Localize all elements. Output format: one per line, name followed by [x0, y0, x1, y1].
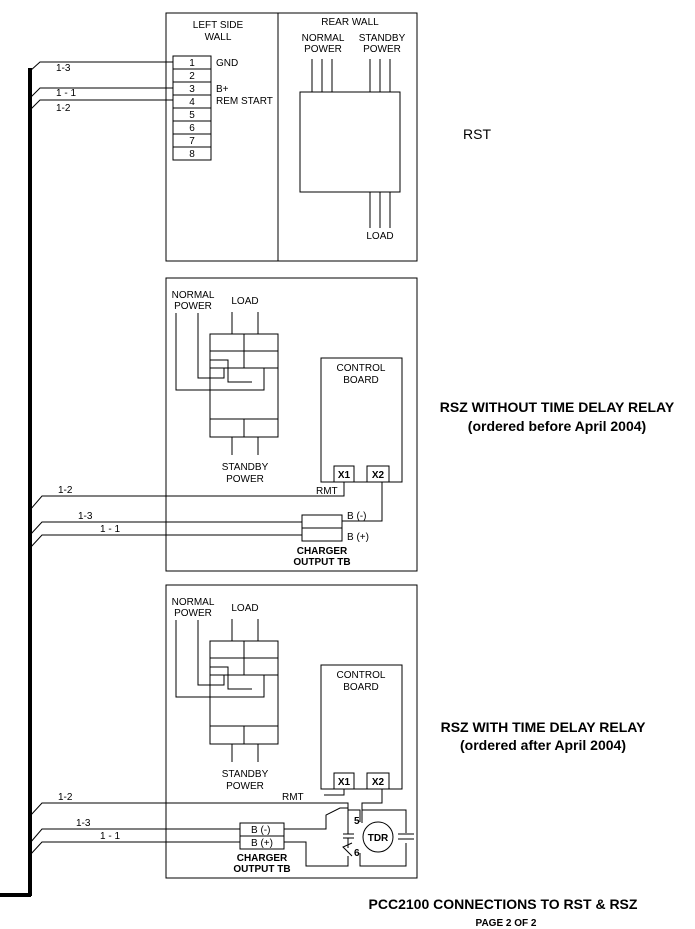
- wire-1-2-label: 1-2: [56, 103, 71, 114]
- rsz1-standby-1: STANDBY: [221, 462, 269, 473]
- rear-standby-2: POWER: [363, 44, 401, 55]
- rsz2-wire-1-3: [30, 829, 240, 843]
- gnd-label: GND: [216, 58, 239, 69]
- rsz2-normal-2: POWER: [174, 608, 212, 619]
- terminal-6: 6: [189, 123, 195, 134]
- left-wall-title-2: WALL: [204, 32, 232, 43]
- terminal-2: 2: [189, 71, 195, 82]
- wire-1-3-label: 1-3: [56, 63, 71, 74]
- rsz2-tdr: TDR: [367, 833, 389, 844]
- rsz1-wire-1-1-label: 1 - 1: [100, 524, 121, 535]
- rsz1-normal-1: NORMAL: [171, 290, 215, 301]
- rem-start-label: REM START: [216, 96, 273, 107]
- rsz2-wire-1-3-label: 1-3: [76, 818, 91, 829]
- rsz1-x1: X1: [337, 470, 351, 481]
- rsz2-load: LOAD: [231, 603, 259, 614]
- footer-page: PAGE 2 OF 2: [475, 918, 537, 929]
- terminal-1: 1: [189, 58, 195, 69]
- wire-1-1-label: 1 - 1: [56, 88, 77, 99]
- terminal-8: 8: [189, 149, 195, 160]
- rsz2-rmt: RMT: [282, 792, 304, 803]
- rear-normal-2: POWER: [304, 44, 342, 55]
- wire-1-2-rst: [30, 100, 173, 110]
- rsz1-b-minus: B (-): [347, 511, 367, 522]
- bplus-label: B+: [216, 84, 229, 95]
- rsz1-switch: [176, 312, 278, 455]
- wire-1-3-rst: [30, 62, 173, 71]
- rsz1-rmt: RMT: [316, 486, 338, 497]
- terminal-strip: [173, 56, 211, 160]
- rst-label: RST: [463, 126, 491, 142]
- left-wall-title-1: LEFT SIDE: [192, 20, 244, 31]
- rsz2-charger-2: OUTPUT TB: [233, 864, 291, 875]
- rear-normal-1: NORMAL: [301, 33, 345, 44]
- rsz2-heading: RSZ WITH TIME DELAY RELAY: [440, 719, 646, 735]
- rst-switch: [300, 59, 400, 228]
- terminal-5: 5: [189, 110, 195, 121]
- rsz2-wire-1-1: [30, 842, 240, 855]
- rsz2-wire-1-1-label: 1 - 1: [100, 831, 121, 842]
- rsz2-pin-5: 5: [354, 816, 360, 827]
- rsz2-control-2: BOARD: [343, 682, 379, 693]
- rsz1-charger-tb: [302, 515, 342, 541]
- rsz1-heading: RSZ WITHOUT TIME DELAY RELAY: [439, 399, 675, 415]
- rsz2-charger-1: CHARGER: [236, 853, 288, 864]
- terminal-7: 7: [189, 136, 195, 147]
- rsz2-pin-6: 6: [354, 848, 360, 859]
- rsz1-load: LOAD: [231, 296, 259, 307]
- rsz1-normal-2: POWER: [174, 301, 212, 312]
- rsz2-b-minus: B (-): [251, 825, 271, 836]
- rsz2-x1: X1: [337, 777, 351, 788]
- rsz1-panel: [166, 278, 417, 571]
- rsz2-control-1: CONTROL: [336, 670, 386, 681]
- rsz2-b-plus: B (+): [251, 838, 273, 849]
- terminal-3: 3: [189, 84, 195, 95]
- wire-1-1-rst: [30, 88, 173, 98]
- rsz1-control-1: CONTROL: [336, 363, 386, 374]
- rsz1-subheading: (ordered before April 2004): [467, 418, 647, 434]
- terminal-4: 4: [189, 97, 195, 108]
- rsz2-switch: [176, 619, 278, 762]
- rsz2-x1-wire: [324, 789, 344, 795]
- rsz2-standby-2: POWER: [226, 781, 264, 792]
- rear-standby-1: STANDBY: [358, 33, 406, 44]
- footer-title: PCC2100 CONNECTIONS TO RST & RSZ: [368, 896, 638, 912]
- rsz1-wire-1-2-label: 1-2: [58, 485, 73, 496]
- rsz1-wire-1-2: [30, 482, 344, 510]
- rsz1-standby-2: POWER: [226, 474, 264, 485]
- rsz2-subheading: (ordered after April 2004): [460, 737, 626, 753]
- rear-wall-title: REAR WALL: [321, 17, 379, 28]
- rsz1-b-plus: B (+): [347, 532, 369, 543]
- rsz2-normal-1: NORMAL: [171, 597, 215, 608]
- rsz1-control-2: BOARD: [343, 375, 379, 386]
- rsz1-wire-1-3-label: 1-3: [78, 511, 93, 522]
- rsz1-x2: X2: [371, 470, 385, 481]
- rsz2-wire-1-2-label: 1-2: [58, 792, 73, 803]
- rsz1-charger-2: OUTPUT TB: [293, 557, 351, 568]
- rsz1-charger-1: CHARGER: [296, 546, 348, 557]
- rear-load: LOAD: [366, 231, 394, 242]
- rsz2-x2: X2: [371, 777, 385, 788]
- rsz2-standby-1: STANDBY: [221, 769, 269, 780]
